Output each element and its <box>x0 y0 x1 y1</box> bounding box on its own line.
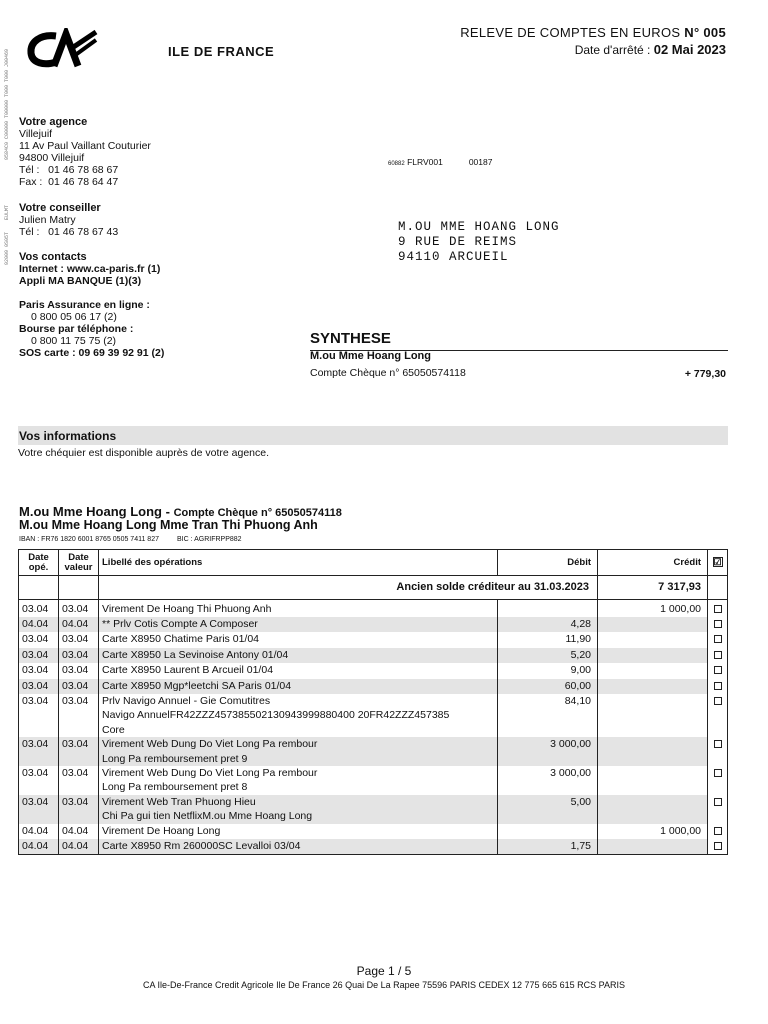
cell-debit: 11,90 <box>498 632 598 647</box>
checkbox[interactable] <box>714 827 722 835</box>
opening-balance-row <box>19 576 728 600</box>
cell-date-op: 04.04 <box>19 839 59 855</box>
cell-debit: 60,00 <box>498 679 598 694</box>
recipient-address: M.OU MME HOANG LONG 9 RUE DE REIMS 94110 ARCUEIL <box>398 220 560 264</box>
cell-check <box>708 766 728 795</box>
cell-check <box>708 602 728 617</box>
cell-check <box>708 617 728 632</box>
cell-debit: 3 000,00 <box>498 737 598 766</box>
header-check <box>708 550 728 576</box>
cell-label <box>99 617 498 632</box>
operation-line: Long Pa remboursement pret 8 <box>102 781 248 794</box>
table-row <box>19 679 728 694</box>
cell-credit: 1 000,00 <box>598 824 708 839</box>
cell-debit: 5,20 <box>498 648 598 663</box>
cell-date-val: 03.04 <box>59 694 99 737</box>
checkbox[interactable] <box>714 697 722 705</box>
cell-debit: 1,75 <box>498 839 598 855</box>
cell-label <box>99 737 498 766</box>
cell-date-val: 04.04 <box>59 824 99 839</box>
cell-label <box>99 679 498 694</box>
cell-debit <box>498 602 598 617</box>
cell-date-val: 03.04 <box>59 795 99 824</box>
table-header-row <box>19 550 728 576</box>
operation-line: Chi Pa gui tien NetflixM.ou Mme Hoang Long <box>102 810 313 823</box>
operation-line: Carte X8950 Rm 260000SC Levalloi 03/04 <box>102 840 301 852</box>
table-row <box>19 737 728 766</box>
cell-credit <box>598 679 708 694</box>
cell-check <box>708 632 728 647</box>
synthese-account: Compte Chèque n° 65050574118 <box>310 367 466 379</box>
operation-line: Virement Web Dung Do Viet Long Pa rembour <box>102 738 318 751</box>
operation-line: Virement Web Dung Do Viet Long Pa rembour <box>102 766 318 779</box>
header-date-op: Date opé. <box>19 550 59 576</box>
operation-line: Virement Web Tran Phuong Hieu <box>102 795 256 808</box>
cell-date-op: 03.04 <box>19 795 59 824</box>
cell-date-op: 03.04 <box>19 663 59 678</box>
cell-check <box>708 839 728 855</box>
cell-check <box>708 648 728 663</box>
cell-label <box>99 839 498 855</box>
account-heading: M.ou Mme Hoang Long - Compte Chèque n° 65050574118 <box>19 504 342 519</box>
table-row <box>19 795 728 824</box>
cell-label <box>99 602 498 617</box>
checkbox[interactable] <box>714 605 722 613</box>
cell-check <box>708 694 728 737</box>
operation-line: Carte X8950 Laurent B Arcueil 01/04 <box>102 664 274 677</box>
operation-line: Virement De Hoang Thi Phuong Anh <box>102 602 272 615</box>
cell-credit <box>598 839 708 855</box>
checkbox[interactable] <box>714 651 722 659</box>
cell-date-val: 03.04 <box>59 602 99 617</box>
iban-bic: IBAN : FR76 1820 6001 8765 0505 7411 827 BIC : AGRIFRPP882 <box>19 536 242 543</box>
operation-line: Prlv Navigo Annuel - Gie Comutitres <box>102 694 271 707</box>
cell-date-val: 03.04 <box>59 737 99 766</box>
cell-date-op: 03.04 <box>19 679 59 694</box>
header-checkbox-icon: ☑ <box>713 557 722 567</box>
advisor-block: Votre conseiller Julien Matry Tél : 01 46 78 67 43 <box>19 202 119 238</box>
checkbox[interactable] <box>714 682 722 690</box>
checkbox[interactable] <box>714 740 722 748</box>
cell-date-op: 04.04 <box>19 824 59 839</box>
cell-date-op: 03.04 <box>19 766 59 795</box>
cell-credit <box>598 663 708 678</box>
cell-credit <box>598 617 708 632</box>
operation-line: Core <box>102 723 125 736</box>
account-joint-holders: M.ou Mme Hoang Long Mme Tran Thi Phuong Anh <box>19 518 318 532</box>
cell-date-op: 04.04 <box>19 617 59 632</box>
operation-line: Carte X8950 Chatime Paris 01/04 <box>102 633 260 646</box>
cell-label <box>99 824 498 839</box>
cell-label <box>99 632 498 647</box>
table-row <box>19 648 728 663</box>
cell-check <box>708 824 728 839</box>
table-row <box>19 824 728 839</box>
cell-credit <box>598 694 708 737</box>
checkbox[interactable] <box>714 842 722 850</box>
table-row <box>19 766 728 795</box>
header-date-val: Date valeur <box>59 550 99 576</box>
table-row <box>19 602 728 617</box>
table-row <box>19 663 728 678</box>
cell-debit <box>498 824 598 839</box>
synthese-balance: + 779,30 <box>684 368 726 380</box>
table-row <box>19 839 728 855</box>
cell-date-val: 03.04 <box>59 679 99 694</box>
checkbox[interactable] <box>714 620 722 628</box>
page-number: Page 1 / 5 <box>356 964 412 978</box>
cell-date-val: 03.04 <box>59 766 99 795</box>
contacts-block: Vos contacts Internet : www.ca-paris.fr (1) Appli MA BANQUE (1)(3) Paris Assurance en ligne : 0 800 05 06 17 (2) Bourse par téléphone : 0 800 11 75 75 (2) SOS carte : 09 69 39 92 91 (2) <box>19 251 165 359</box>
checkbox[interactable] <box>714 769 722 777</box>
cell-credit <box>598 648 708 663</box>
footer-legal: CA Ile-De-France Credit Agricole Ile De France 26 Quai De La Rapee 75596 PARIS CEDEX 12 775 665 615 RCS PARIS <box>143 980 625 990</box>
cell-credit <box>598 632 708 647</box>
cell-date-op: 03.04 <box>19 737 59 766</box>
cell-date-op: 03.04 <box>19 694 59 737</box>
operation-line: ** Prlv Cotis Compte A Composer <box>102 617 258 630</box>
agency-block: Votre agence Villejuif 11 Av Paul Vaillant Couturier 94800 Villejuif Tél : 01 46 78 68 67 Fax : 01 46 78 64 47 <box>19 116 151 188</box>
cell-date-op: 03.04 <box>19 602 59 617</box>
synthese-holder: M.ou Mme Hoang Long <box>310 350 431 362</box>
region-name: ILE DE FRANCE <box>168 44 275 59</box>
cell-debit: 3 000,00 <box>498 766 598 795</box>
cell-label <box>99 648 498 663</box>
header-credit: Crédit <box>598 550 708 576</box>
side-codes: 9584C0 C00000 T00000 T000 T000 J00469 EULMT 92009 0S05T <box>4 48 10 265</box>
cell-date-op: 03.04 <box>19 648 59 663</box>
table-row <box>19 694 728 737</box>
operation-line: Navigo AnnuelFR42ZZZ457385502130943999880400 20FR42ZZZ457385 <box>102 709 450 722</box>
cell-debit: 5,00 <box>498 795 598 824</box>
info-text: Votre chéquier est disponible auprès de votre agence. <box>18 447 270 459</box>
info-title: Vos informations <box>18 426 728 445</box>
header-debit: Débit <box>498 550 598 576</box>
operation-line: Carte X8950 La Sevinoise Antony 01/04 <box>102 648 289 661</box>
cell-debit: 9,00 <box>498 663 598 678</box>
cell-date-val: 03.04 <box>59 632 99 647</box>
cell-check <box>708 795 728 824</box>
synthese-title: SYNTHESE <box>310 330 391 347</box>
table-row <box>19 617 728 632</box>
cell-credit <box>598 766 708 795</box>
cell-date-val: 03.04 <box>59 648 99 663</box>
credit-agricole-logo <box>26 28 98 74</box>
operation-line: Long Pa remboursement pret 9 <box>102 752 248 765</box>
checkbox[interactable] <box>714 798 722 806</box>
cell-debit: 84,10 <box>498 694 598 737</box>
checkbox[interactable] <box>714 666 722 674</box>
operations-table <box>18 549 728 855</box>
cell-credit <box>598 795 708 824</box>
statement-title: RELEVE DE COMPTES EN EUROS N° 005 <box>460 25 726 40</box>
cell-label <box>99 766 498 795</box>
mail-reference: 60882 FLRV001 00187 <box>388 157 493 167</box>
operation-line: Carte X8950 Mgp*leetchi SA Paris 01/04 <box>102 679 292 692</box>
table-row <box>19 632 728 647</box>
cell-date-val: 04.04 <box>59 617 99 632</box>
checkbox[interactable] <box>714 635 722 643</box>
statement-date: Date d'arrêté : 02 Mai 2023 <box>574 42 726 57</box>
cell-date-val: 03.04 <box>59 663 99 678</box>
cell-check <box>708 737 728 766</box>
cell-label <box>99 795 498 824</box>
cell-check <box>708 663 728 678</box>
opening-balance-label: Ancien solde créditeur au 31.03.2023 <box>99 576 598 600</box>
operation-line: Virement De Hoang Long <box>102 824 221 837</box>
cell-credit: 1 000,00 <box>598 602 708 617</box>
cell-date-op: 03.04 <box>19 632 59 647</box>
cell-date-val: 04.04 <box>59 839 99 855</box>
cell-label <box>99 694 498 737</box>
cell-label <box>99 663 498 678</box>
cell-debit: 4,28 <box>498 617 598 632</box>
cell-credit <box>598 737 708 766</box>
opening-balance-amount: 7 317,93 <box>598 576 708 600</box>
header-label: Libellé des opérations <box>99 550 498 576</box>
cell-check <box>708 679 728 694</box>
